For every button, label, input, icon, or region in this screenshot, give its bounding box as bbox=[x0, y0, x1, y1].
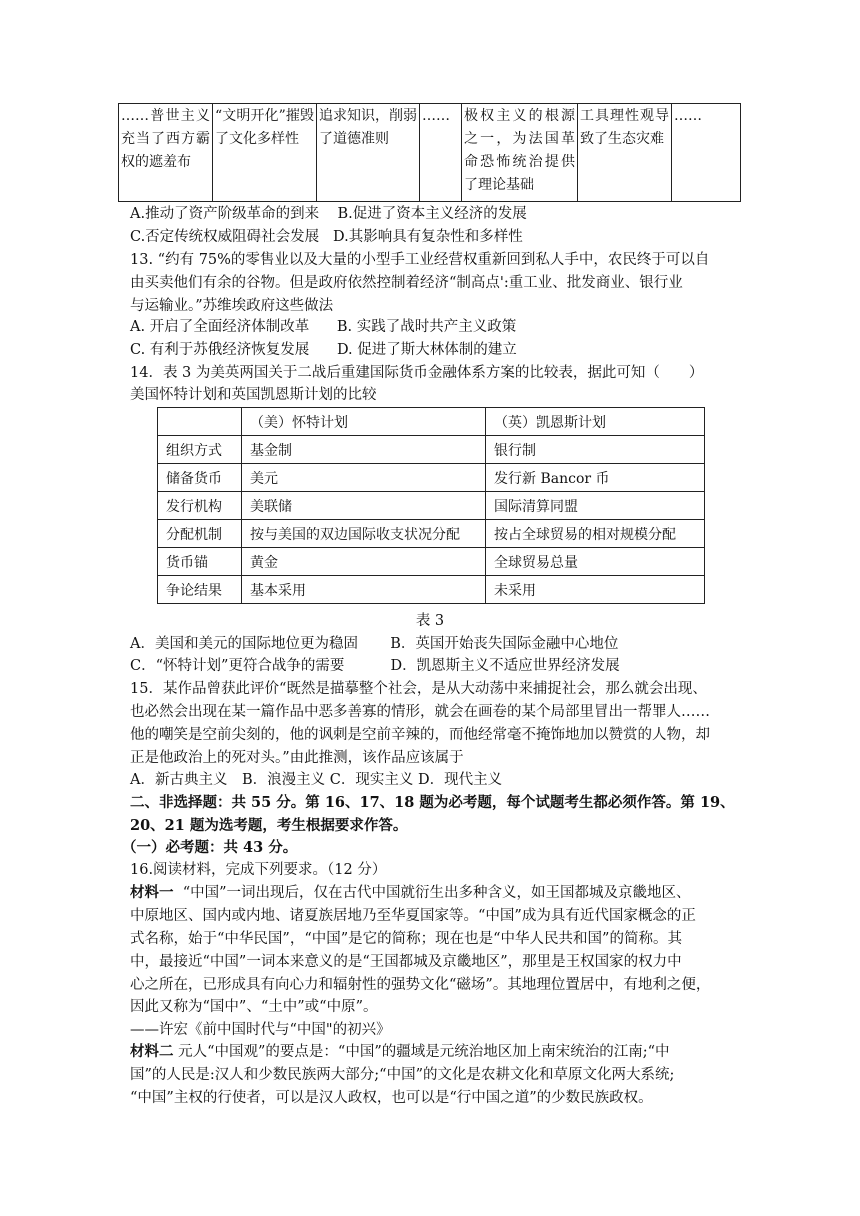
table-row bbox=[158, 548, 705, 576]
q14-option-a[interactable]: A．美国和美元的国际地位更为稳固 bbox=[130, 636, 358, 652]
q15-stem-line: 正是他政治上的死对头。”由此推测，该作品应该属于 bbox=[130, 750, 464, 766]
q14-option-b[interactable]: B．英国开始丧失国际金融中心地位 bbox=[390, 636, 619, 652]
q13-option-c[interactable]: C. 有利于苏俄经济恢复发展 bbox=[130, 342, 310, 358]
table-cell: 组织方式 bbox=[158, 436, 242, 464]
table-header-cell: （美）怀特计划 bbox=[242, 408, 486, 436]
q15-options[interactable]: A．新古典主义 B．浪漫主义 C．现实主义 D．现代主义 bbox=[130, 772, 503, 788]
material-text: “中国”一词出现后，仅在古代中国就衍生出多种含义，如王国都城及京畿地区、 bbox=[182, 885, 691, 901]
table-cell: 极权主义的根源之一，为法国革命恐怖统治提供了理论基础 bbox=[462, 104, 578, 202]
table-cell: 美元 bbox=[242, 464, 486, 492]
table-cell: 货币锚 bbox=[158, 548, 242, 576]
q15-stem-line: 他的嘲笑是空前尖刻的，他的讽刺是空前辛辣的，而他经常毫不掩饰地加以赞赏的人物，却 bbox=[130, 727, 710, 743]
material-two-line: “中国”主权的行使者，可以是汉人政权，也可以是“行中国之道”的少数民族政权。 bbox=[130, 1090, 653, 1106]
material-one-line: 中，最接近“中国”一词本来意义的是“王国都城及京畿地区”，那里是王权国家的权力中 bbox=[130, 954, 682, 970]
table-header-cell bbox=[158, 408, 242, 436]
table-row bbox=[158, 492, 705, 520]
q14-options-row-2 bbox=[130, 655, 620, 677]
table-cell: 按占全球贸易的相对规模分配 bbox=[486, 520, 705, 548]
q14-options-row-1 bbox=[130, 633, 618, 655]
material-two-line: 国”的人民是:汉人和少数民族两大部分;“中国”的文化是农耕文化和草原文化两大系统; bbox=[130, 1067, 675, 1083]
table-cell: ……普世主义充当了西方霸权的遮羞布 bbox=[119, 104, 213, 202]
table-cell: 工具理性观导致了生态灾难 bbox=[578, 104, 672, 202]
q12-option-d[interactable]: D.其影响具有复杂性和多样性 bbox=[333, 229, 523, 245]
table-row bbox=[158, 436, 705, 464]
q13-stem-line: 13. “约有 75%的零售业以及大量的小型手工业经营权重新回到私人手中，农民终于可以自 bbox=[130, 252, 710, 268]
material-text: 元人“中国观”的要点是：“中国”的疆域是元统治地区加上南宋统治的江南;“中 bbox=[173, 1044, 670, 1060]
table-cell: 美联储 bbox=[242, 492, 486, 520]
q12-option-b[interactable]: B.促进了资本主义经济的发展 bbox=[337, 206, 527, 222]
material-one-line: 因此又称为“国中”、“土中”或“中原”。 bbox=[130, 999, 378, 1015]
white-keynes-comparison-table bbox=[157, 407, 705, 604]
table-cell: …… bbox=[672, 104, 741, 202]
material-one-line: 式名称，始于“中华民国”，“中国”是它的简称；现在也是“中华人民共和国”的简称。其 bbox=[130, 931, 682, 947]
table-cell: 黄金 bbox=[242, 548, 486, 576]
table-cell: 储备货币 bbox=[158, 464, 242, 492]
q13-stem-line: 与运输业。”苏维埃政府这些做法 bbox=[130, 298, 334, 314]
table-cell: 按与美国的双边国际收支状况分配 bbox=[242, 520, 486, 548]
table-cell: 争论结果 bbox=[158, 576, 242, 604]
q15-stem-line: 也必然会出现在某一篇作品中恶多善寡的情形，就会在画卷的某个局部里冒出一帮罪人…… bbox=[130, 704, 710, 720]
q14-table-title: 美国怀特计划和英国凯恩斯计划的比较 bbox=[130, 387, 377, 403]
table-cell: 分配机制 bbox=[158, 520, 242, 548]
table-header-cell: （英）凯恩斯计划 bbox=[486, 408, 705, 436]
q12-option-a[interactable]: A.推动了资产阶级革命的到来 bbox=[130, 206, 320, 222]
material-one-line bbox=[130, 882, 691, 904]
table-cell: 全球贸易总量 bbox=[486, 548, 705, 576]
q12-option-c[interactable]: C.否定传统权威阻碍社会发展 bbox=[130, 229, 320, 245]
q14-option-c[interactable]: C．“怀特计划”更符合战争的需要 bbox=[130, 658, 345, 674]
material-source: ——许宏《前中国时代与“中国"的初兴》 bbox=[130, 1022, 391, 1038]
q13-stem-line: 由买卖他们有余的谷物。但是政府依然控制着经济“制高点':重工业、批发商业、银行业 bbox=[130, 275, 683, 291]
q13-options-row-2 bbox=[130, 339, 517, 361]
section-heading: 二、非选择题：共 55 分。第 16、17、18 题为必考题，每个试题考生都必须作答。第 19、 bbox=[130, 794, 735, 811]
q12-options-row-2 bbox=[130, 226, 523, 248]
material-one-line: 中原地区、国内或内地、诸夏族居地乃至华夏国家等。“中国”成为具有近代国家概念的正 bbox=[130, 908, 696, 924]
table-row bbox=[158, 464, 705, 492]
table-cell: 发行新 Bancor 币 bbox=[486, 464, 705, 492]
q13-options-row-1 bbox=[130, 316, 516, 338]
table-cell: 国际清算同盟 bbox=[486, 492, 705, 520]
q12-options-row-1 bbox=[130, 203, 527, 225]
material-one-label: 材料一 bbox=[130, 884, 174, 901]
table-row bbox=[158, 576, 705, 604]
table-cell: …… bbox=[420, 104, 462, 202]
q14-option-d[interactable]: D．凯恩斯主义不适应世界经济发展 bbox=[390, 658, 620, 674]
q16-title: 16.阅读材料，完成下列要求。（12 分） bbox=[130, 862, 387, 878]
material-two-label: 材料二 bbox=[130, 1043, 174, 1060]
q14-stem-line: 14．表 3 为美英两国关于二战后重建国际货币金融体系方案的比较表，据此可知（ ） bbox=[130, 365, 704, 381]
table-cell: 银行制 bbox=[486, 436, 705, 464]
material-two-line bbox=[130, 1041, 670, 1063]
section-heading: 20、21 题为选考题，考生根据要求作答。 bbox=[130, 817, 408, 834]
material-one-line: 心之所在，已形成具有向心力和辐射性的强势文化“磁场”。其地理位置居中，有地利之便， bbox=[130, 977, 711, 993]
comparison-excerpt-table bbox=[118, 103, 741, 202]
q13-option-d[interactable]: D. 促进了斯大林体制的建立 bbox=[336, 342, 517, 358]
table-cell: 未采用 bbox=[486, 576, 705, 604]
q13-option-b[interactable]: B. 实践了战时共产主义政策 bbox=[336, 319, 517, 335]
table-caption: 表 3 bbox=[415, 613, 445, 629]
table-cell: 基本采用 bbox=[242, 576, 486, 604]
table-cell: 追求知识，削弱了道德准则 bbox=[317, 104, 420, 202]
table-cell: “文明开化”摧毁了文化多样性 bbox=[213, 104, 317, 202]
table-cell: 基金制 bbox=[242, 436, 486, 464]
table-cell: 发行机构 bbox=[158, 492, 242, 520]
q13-option-a[interactable]: A. 开启了全面经济体制改革 bbox=[130, 319, 310, 335]
subsection-heading: （一）必考题：共 43 分。 bbox=[122, 839, 298, 856]
table-header-row bbox=[158, 408, 705, 436]
table-row bbox=[158, 520, 705, 548]
q15-stem-line: 15．某作品曾获此评价“既然是描摹整个社会，是从大动荡中来捕捉社会，那么就会出现、 bbox=[130, 681, 707, 697]
